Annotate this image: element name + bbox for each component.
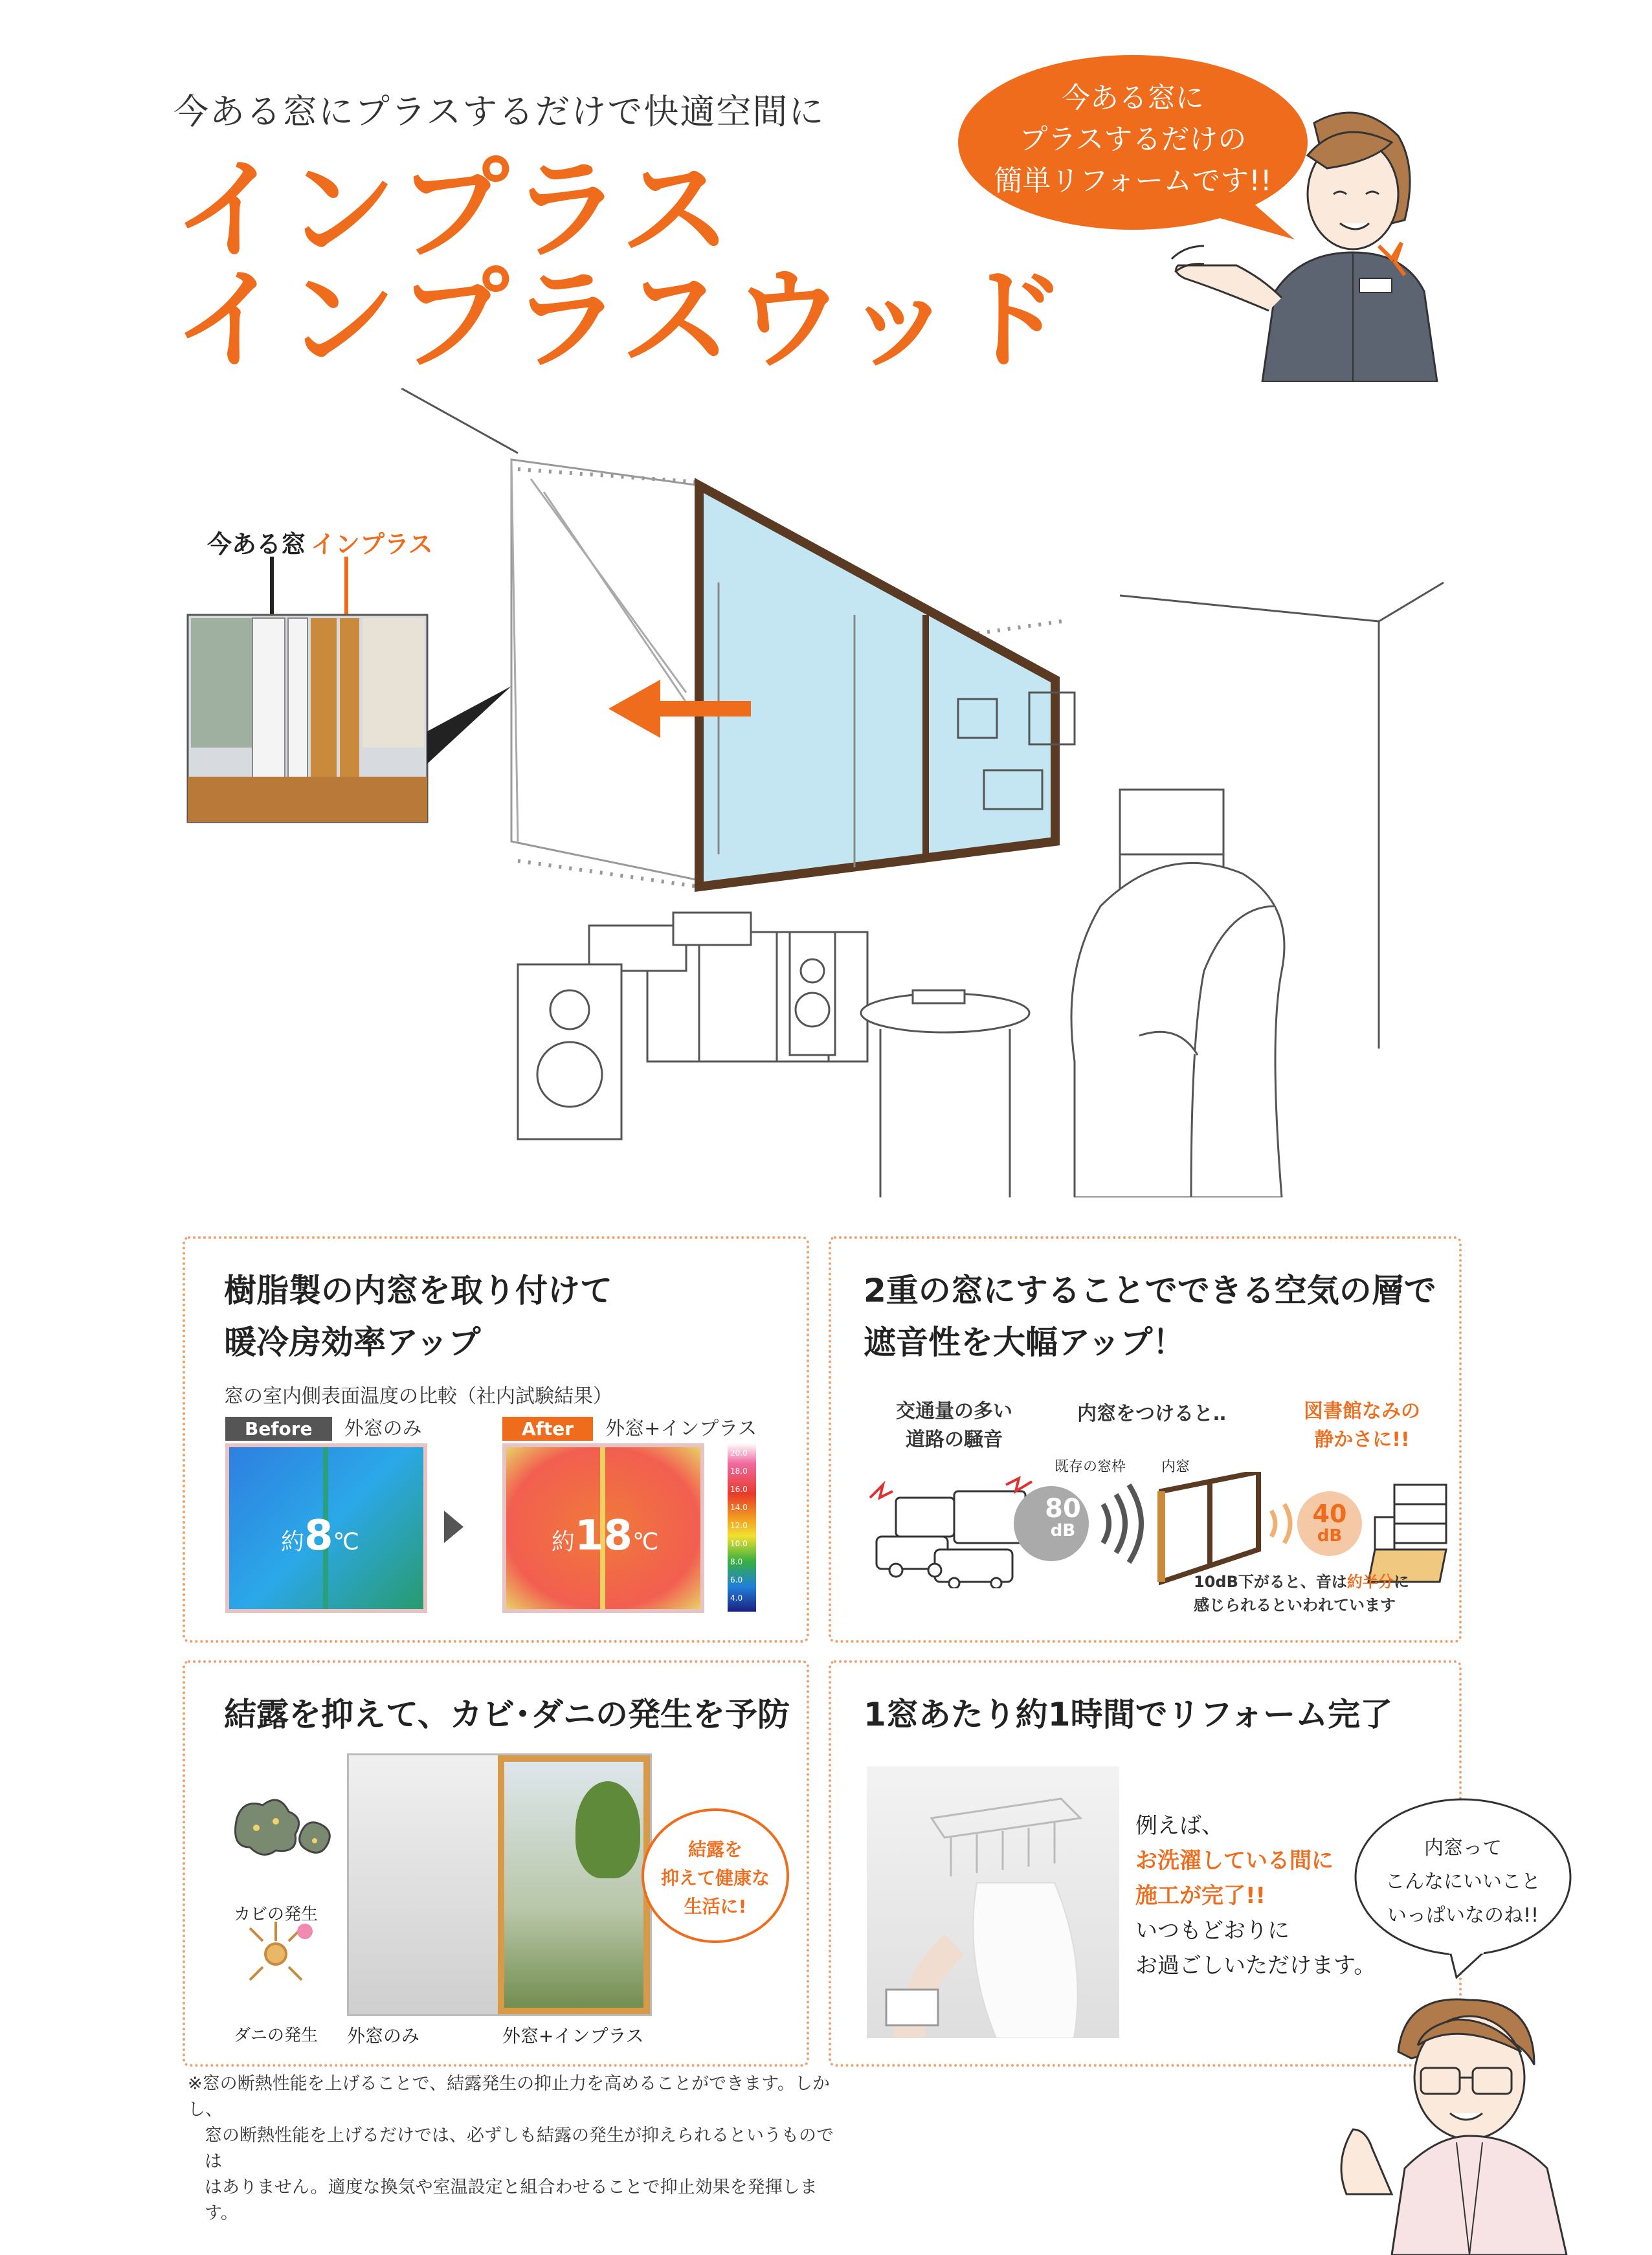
- inner-window-label: 内窓: [1161, 1459, 1190, 1475]
- scale-tick-label: 8.0: [730, 1557, 743, 1566]
- db-high-unit: dB: [1050, 1521, 1076, 1540]
- page-subtitle: 今ある窓にプラスするだけで快適空間に: [173, 91, 825, 132]
- time-line5: お過ごしいただけます。: [1135, 1953, 1376, 1979]
- thermal-image-before: [225, 1443, 427, 1613]
- bubble-top-line3: 簡単リフォームです!!: [994, 164, 1272, 197]
- scale-tick-label: 16.0: [730, 1485, 748, 1494]
- library-line2: 静かさに!!: [1314, 1428, 1410, 1451]
- time-line2: お洗濯している間に: [1135, 1848, 1334, 1874]
- outer-only-label: 外窓のみ: [347, 2025, 420, 2047]
- bubble-bottom-line1: 内窓って: [1424, 1837, 1502, 1860]
- panel-mold-prevention: [183, 1660, 809, 2067]
- after-temp-unit: ℃: [632, 1529, 659, 1555]
- footnote-line3: はありません。適度な換気や室温設定と組合わせることで抑止効果を発揮します。: [205, 2177, 818, 2223]
- before-temp-prefix: 約: [281, 1529, 305, 1555]
- panel-mold-title: 結露を抑えて、カビ･ダニの発生を予防: [224, 1696, 790, 1733]
- bubble-top-line1: 今ある窓に: [1062, 82, 1204, 115]
- woman-illustration-top: [1159, 97, 1450, 382]
- temperature-scale: [728, 1443, 756, 1612]
- mite-label: ダニの発生: [234, 2026, 318, 2045]
- db-low-unit: dB: [1317, 1526, 1343, 1546]
- db-high-value: 80: [1045, 1494, 1081, 1524]
- thermal-image-after: [502, 1443, 704, 1613]
- road-noise-line1: 交通量の多い: [896, 1400, 1012, 1423]
- library-line1: 図書館なみの: [1304, 1400, 1420, 1423]
- sound-note-highlight: 約半分: [1346, 1573, 1394, 1591]
- outer-plus-label: 外窓+インプラス: [502, 2025, 644, 2047]
- product-title-1: インプラス: [173, 146, 733, 274]
- scale-tick-label: 18.0: [730, 1467, 748, 1476]
- panel-heat-title-2: 暖冷房効率アップ: [224, 1324, 481, 1361]
- road-noise-line2: 道路の騒音: [906, 1428, 1003, 1451]
- mold-mite-illustration: [224, 1792, 340, 1986]
- panel-sound-insulation: [829, 1236, 1462, 1643]
- bubble-bottom-line2: こんなにいいこと: [1385, 1871, 1541, 1893]
- time-line1: 例えば、: [1135, 1813, 1223, 1839]
- mold-bubble-line3: 生活に!: [684, 1896, 747, 1917]
- db-low-value: 40: [1312, 1500, 1347, 1528]
- label-existing-window: 今ある窓: [207, 530, 306, 559]
- mold-speech-bubble: [642, 1808, 789, 1943]
- before-label: 外窓のみ: [344, 1417, 422, 1440]
- speech-bubble-bottom: [1353, 1793, 1573, 1981]
- panel-heat-title-1: 樹脂製の内窓を取り付けて: [224, 1272, 612, 1309]
- panel-heat-caption: 窓の室内側表面温度の比較（社内試験結果）: [224, 1385, 612, 1408]
- existing-frame-label: 既存の窓枠: [1055, 1459, 1126, 1475]
- window-section-photo: [181, 557, 518, 828]
- before-temp-value: 8: [304, 1512, 333, 1560]
- after-temp-prefix: 約: [552, 1529, 575, 1555]
- scale-tick-label: 10.0: [730, 1539, 748, 1548]
- bubble-bottom-line3: いっぱいなのね!!: [1387, 1904, 1539, 1927]
- scale-tick-label: 4.0: [730, 1594, 743, 1603]
- before-temp-unit: ℃: [333, 1529, 359, 1555]
- panel-heat-efficiency: [183, 1236, 809, 1643]
- after-temp-value: 18: [575, 1512, 633, 1560]
- scale-tick-label: 14.0: [730, 1503, 748, 1512]
- mold-bubble-line2: 抑えて健康な: [660, 1867, 770, 1889]
- panel-time-title: 1窓あたり約1時間でリフォーム完了: [864, 1696, 1393, 1733]
- scale-tick-label: 6.0: [730, 1575, 743, 1584]
- time-line3: 施工が完了!!: [1135, 1883, 1266, 1909]
- sound-note-line2: 感じられるといわれています: [1194, 1596, 1396, 1614]
- mold-bubble-line1: 結露を: [687, 1839, 742, 1860]
- before-tag: Before: [225, 1417, 332, 1441]
- footnote-line2: 窓の断熱性能を上げるだけでは、必ずしも結露の発生が抑えられるというものでは: [205, 2126, 834, 2172]
- time-line4: いつもどおりに: [1135, 1918, 1289, 1944]
- panel-sound-title-1: 2重の窓にすることでできる空気の層で: [864, 1272, 1436, 1309]
- after-label: 外窓+インプラス: [605, 1417, 757, 1440]
- panel-sound-title-2: 遮音性を大幅アップ！: [864, 1324, 1185, 1361]
- sound-note-prefix: 10dB下がると、音は: [1194, 1573, 1347, 1591]
- after-tag: After: [502, 1417, 593, 1441]
- with-inner-window-label: 内窓をつけると‥: [1077, 1403, 1227, 1425]
- label-inplus: インプラス: [311, 530, 433, 559]
- woman-illustration-bottom: [1327, 1981, 1612, 2255]
- mold-label: カビの発生: [234, 1905, 318, 1924]
- arrow-right-icon: [444, 1511, 463, 1543]
- condensation-photo: [347, 1753, 652, 2016]
- product-title-2: インプラスウッド: [173, 256, 1069, 384]
- footnote-line1: ※窓の断熱性能を上げることで、結露発生の抑止力を高めることができます。しかし、: [188, 2074, 830, 2120]
- scale-tick-label: 12.0: [730, 1521, 748, 1530]
- laundry-photo: [867, 1766, 1119, 2038]
- scale-tick-label: 20.0: [730, 1449, 748, 1458]
- sound-note-suffix: に: [1393, 1573, 1409, 1591]
- bubble-top-line2: プラスするだけの: [1019, 123, 1247, 156]
